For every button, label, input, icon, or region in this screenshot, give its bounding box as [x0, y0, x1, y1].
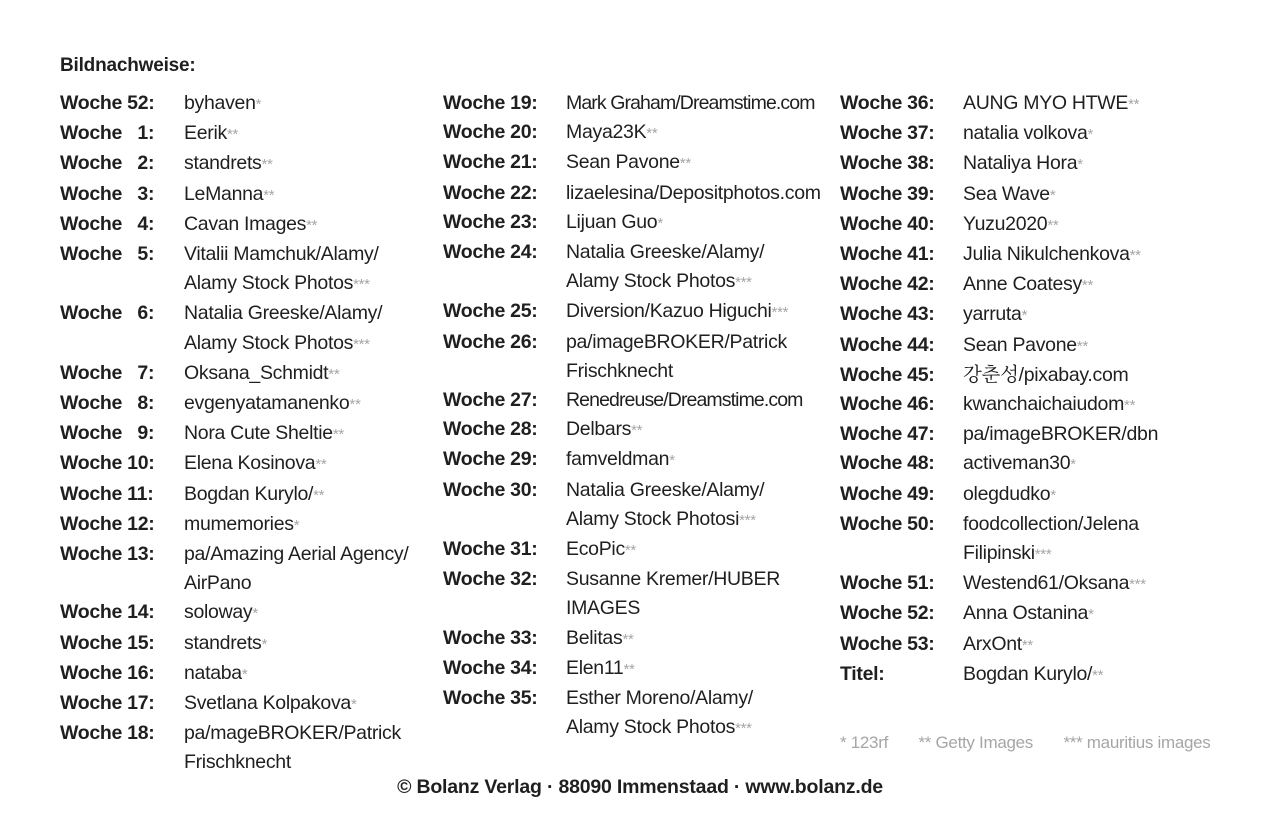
credit-entry	[840, 390, 1158, 420]
credit-entry	[840, 630, 1158, 660]
photo-credit	[184, 210, 317, 240]
photo-credit	[566, 445, 675, 475]
credit-text: 강춘성/pixabay.com	[963, 363, 1129, 386]
agency-asterisk: **	[315, 456, 327, 474]
credit-entry	[840, 300, 1158, 330]
agency-asterisk: **	[1128, 96, 1140, 113]
credit-text: Elena Kosinova	[184, 452, 316, 475]
week-label: Woche 28:	[443, 418, 538, 441]
photo-credit	[184, 240, 379, 299]
week-label: Woche 17:	[60, 692, 155, 715]
week-label: Woche 20:	[443, 121, 538, 144]
credit-entry	[443, 118, 821, 148]
credit-text: soloway	[184, 601, 253, 624]
week-label: Woche 5:	[60, 243, 155, 266]
credit-text: Elen11	[566, 656, 624, 679]
credit-entry	[840, 480, 1158, 510]
credit-text: Esther Moreno/Alamy/ Alamy Stock Photos	[566, 687, 753, 739]
photo-credit	[963, 599, 1094, 629]
credit-text: Lijuan Guo	[566, 210, 658, 233]
credit-text: Yuzu2020	[963, 212, 1048, 235]
agency-asterisk: **	[306, 216, 318, 234]
agency-asterisk: **	[1021, 636, 1033, 654]
agency-asterisk: **	[263, 186, 275, 204]
credit-entry	[60, 598, 408, 628]
credit-entry	[60, 719, 408, 777]
credits-column-2	[443, 89, 821, 743]
week-label: Woche 6:	[60, 302, 155, 325]
credit-entry	[443, 179, 821, 208]
credit-text: standrets	[184, 631, 262, 654]
photo-credit	[566, 118, 657, 148]
agency-asterisk: **	[1076, 337, 1088, 355]
week-label: Woche 40:	[840, 212, 935, 235]
week-label: Woche 46:	[840, 393, 935, 416]
week-label: Woche 22:	[443, 181, 538, 204]
week-label: Woche 26:	[443, 330, 538, 353]
credit-entry	[60, 480, 408, 510]
agency-asterisk: **	[328, 365, 340, 383]
credit-text: Bogdan Kurylo/	[184, 482, 314, 505]
credit-text: standrets	[184, 152, 262, 175]
photo-credit	[566, 565, 780, 623]
agency-asterisk: ***	[771, 304, 789, 322]
credit-entry	[840, 270, 1158, 300]
agency-asterisk: *	[255, 96, 262, 113]
photo-credit	[566, 535, 636, 565]
agency-asterisk: ***	[1034, 546, 1052, 564]
photo-credit	[963, 510, 1139, 569]
credit-entry	[840, 449, 1158, 479]
week-label: Woche 23:	[443, 210, 538, 233]
credit-text: yarruta	[963, 303, 1022, 326]
credit-entry	[60, 659, 408, 689]
photo-credit	[566, 179, 821, 208]
agency-asterisk: **	[1124, 397, 1136, 415]
credit-entry	[840, 510, 1158, 569]
week-label: Woche 44:	[840, 333, 935, 356]
credit-text: pa/imageBROKER/dbn	[963, 423, 1159, 446]
photo-credit	[184, 89, 261, 119]
week-label: Woche 48:	[840, 452, 935, 475]
photo-credit	[566, 654, 635, 684]
week-label: Woche 9:	[60, 422, 155, 445]
credit-entry	[840, 361, 1158, 390]
agency-asterisk: ***	[353, 276, 370, 294]
photo-credit	[963, 119, 1093, 149]
week-label: Woche 50:	[840, 512, 935, 535]
credit-text: Natalia Greeske/Alamy/ Alamy Stock Photos	[184, 302, 383, 354]
credit-entry	[60, 689, 408, 719]
credit-entry	[443, 535, 821, 565]
week-label: Woche 41:	[840, 243, 935, 266]
credit-text: LeManna	[184, 182, 264, 205]
photo-credit	[184, 659, 247, 689]
week-label: Woche 37:	[840, 122, 935, 145]
credit-entry	[840, 119, 1158, 149]
week-label: Woche 39:	[840, 182, 935, 205]
agency-asterisk: ***	[739, 511, 756, 529]
credit-text: Susanne Kremer/HUBER IMAGES	[566, 568, 781, 620]
credit-entry	[840, 599, 1158, 629]
photo-credit	[963, 149, 1083, 179]
week-label: Woche 24:	[443, 241, 538, 264]
credit-entry	[840, 660, 1158, 690]
agency-asterisk: **	[623, 660, 635, 678]
credit-text: Anne Coatesy	[963, 273, 1082, 296]
photo-credit	[184, 510, 299, 540]
credit-text: AUNG MYO HTWE	[963, 92, 1129, 114]
credit-entry	[840, 89, 1158, 119]
credit-text: Belitas	[566, 626, 623, 649]
agency-asterisk: **	[1081, 277, 1093, 295]
legend-123rf: * 123rf	[840, 733, 888, 752]
credit-text: pa/imageBROKER/Patrick Frischknecht	[566, 330, 787, 382]
week-label: Woche 52:	[840, 602, 935, 625]
agency-asterisk: **	[313, 486, 325, 504]
photo-credit	[184, 180, 274, 210]
agency-asterisk: *	[1049, 186, 1056, 204]
agency-asterisk: **	[622, 630, 634, 648]
credits-column-1	[60, 89, 408, 778]
agency-asterisk: **	[624, 542, 636, 560]
credit-entry	[443, 476, 821, 535]
credit-text: pa/Amazing Aerial Agency/ AirPano	[184, 543, 409, 595]
photo-credit	[963, 420, 1158, 449]
photo-credit	[963, 480, 1056, 510]
week-label: Woche 42:	[840, 273, 935, 296]
credit-entry	[60, 359, 408, 389]
photo-credit	[184, 419, 344, 449]
credit-entry	[60, 119, 408, 149]
week-label: Titel:	[840, 662, 885, 685]
credit-entry	[840, 210, 1158, 240]
credit-text: Delbars	[566, 418, 632, 441]
photo-credit	[184, 299, 382, 358]
photo-credit	[963, 390, 1135, 420]
week-label: Woche 14:	[60, 601, 155, 624]
agency-asterisk: *	[1087, 126, 1094, 144]
week-label: Woche 32:	[443, 568, 538, 591]
credit-text: Sean Pavone	[963, 333, 1077, 356]
credit-text: Eerik	[184, 122, 227, 145]
agency-asterisk: ***	[353, 335, 370, 353]
photo-credit	[184, 449, 326, 479]
credit-text: pa/mageBROKER/Patrick Frischknecht	[184, 722, 401, 774]
credit-entry	[443, 684, 821, 743]
credit-entry	[60, 240, 408, 299]
credit-text: evgenyatamanenko	[184, 392, 350, 415]
week-label: Woche 38:	[840, 152, 935, 175]
credit-entry	[60, 89, 408, 119]
week-label: Woche 10:	[60, 452, 155, 475]
agency-legend	[840, 733, 1211, 753]
photo-credit	[184, 598, 258, 628]
agency-asterisk: **	[261, 156, 273, 174]
photo-credit	[566, 386, 803, 415]
photo-credit	[184, 389, 360, 419]
week-label: Woche 15:	[60, 631, 155, 654]
week-label: Woche 1:	[60, 122, 155, 145]
credit-entry	[443, 624, 821, 654]
photo-credit	[963, 449, 1076, 479]
photo-credit	[184, 149, 273, 179]
agency-asterisk: **	[1047, 216, 1059, 234]
credit-text: activeman30	[963, 452, 1071, 475]
week-label: Woche 30:	[443, 478, 538, 501]
agency-asterisk: **	[1092, 666, 1104, 684]
week-label: Woche 12:	[60, 512, 155, 535]
photo-credit	[566, 624, 634, 654]
agency-asterisk: *	[1021, 307, 1028, 325]
legend-mauritius-images: *** mauritius images	[1063, 733, 1211, 752]
agency-asterisk: ***	[735, 274, 752, 292]
credit-text: Diversion/Kazuo Higuchi	[566, 300, 772, 323]
agency-asterisk: *	[1070, 456, 1076, 474]
week-label: Woche 4:	[60, 212, 155, 235]
agency-asterisk: *	[657, 214, 663, 232]
agency-asterisk: *	[669, 452, 675, 470]
week-label: Woche 8:	[60, 392, 155, 415]
week-label: Woche 47:	[840, 423, 935, 446]
credit-text: foodcollection/Jelena Filipinski	[963, 512, 1139, 565]
credit-text: ArxOnt	[963, 632, 1022, 655]
credit-entry	[443, 238, 821, 297]
credit-text: lizaelesina/Depositphotos.com	[566, 181, 821, 204]
week-label: Woche 2:	[60, 152, 155, 175]
photo-credit	[963, 270, 1093, 300]
week-label: Woche 35:	[443, 687, 538, 710]
credit-text: Nataliya Hora	[963, 152, 1078, 175]
week-label: Woche 52:	[60, 92, 155, 114]
credit-entry	[840, 240, 1158, 270]
credits-column-3	[840, 89, 1158, 690]
credit-text: byhaven	[184, 92, 256, 114]
credit-entry	[443, 208, 821, 238]
photo-credit	[566, 297, 788, 327]
credit-text: nataba	[184, 661, 242, 684]
photo-credit	[184, 119, 238, 149]
photo-credit	[566, 476, 764, 535]
credit-entry	[840, 149, 1158, 179]
photo-credit	[184, 719, 401, 777]
credit-entry	[840, 180, 1158, 210]
photo-credit	[566, 148, 691, 178]
photo-credit	[963, 660, 1103, 690]
photo-credit	[566, 208, 663, 238]
photo-credit	[184, 540, 408, 598]
agency-asterisk: **	[646, 125, 658, 143]
credit-text: Cavan Images	[184, 212, 307, 235]
week-label: Woche 36:	[840, 92, 935, 114]
credit-entry	[60, 540, 408, 598]
photo-credit	[184, 629, 267, 659]
photo-credit	[963, 210, 1058, 240]
credit-entry	[60, 629, 408, 659]
credit-entry	[443, 654, 821, 684]
credit-entry	[60, 149, 408, 179]
credit-text: Maya23K	[566, 121, 647, 144]
credit-text: EcoPic	[566, 538, 625, 561]
credit-text: Natalia Greeske/Alamy/ Alamy Stock Photosi	[566, 478, 765, 530]
photo-credit	[184, 689, 357, 719]
agency-asterisk: *	[350, 696, 357, 714]
credit-entry	[443, 445, 821, 475]
credit-text: Renedreuse/Dreamstime.com	[566, 389, 803, 412]
agency-asterisk: *	[261, 635, 268, 653]
credit-entry	[443, 328, 821, 386]
photo-credit	[963, 89, 1139, 119]
photo-credit	[566, 328, 787, 386]
week-label: Woche 31:	[443, 538, 538, 561]
agency-asterisk: *	[241, 665, 248, 683]
credit-entry	[443, 565, 821, 623]
credit-entry	[60, 419, 408, 449]
week-label: Woche 25:	[443, 300, 538, 323]
photo-credit	[963, 180, 1055, 210]
agency-asterisk: ***	[735, 720, 752, 738]
credit-entry	[60, 510, 408, 540]
credit-entry	[443, 386, 821, 415]
week-label: Woche 27:	[443, 389, 538, 412]
agency-asterisk: **	[1129, 247, 1141, 265]
week-label: Woche 21:	[443, 151, 538, 174]
agency-asterisk: **	[631, 422, 643, 440]
week-label: Woche 18:	[60, 722, 155, 745]
credit-entry	[60, 210, 408, 240]
credit-text: Sea Wave	[963, 182, 1050, 205]
credit-text: olegdudko	[963, 482, 1051, 505]
credit-entry	[840, 569, 1158, 599]
agency-asterisk: *	[1077, 156, 1083, 174]
photo-credit	[566, 89, 815, 118]
week-label: Woche 29:	[443, 448, 538, 471]
credit-entry	[840, 331, 1158, 361]
credit-text: kwanchaichaiudom	[963, 393, 1125, 416]
agency-asterisk: *	[293, 516, 300, 534]
credit-entry	[840, 420, 1158, 449]
week-label: Woche 11:	[60, 482, 154, 505]
agency-asterisk: **	[332, 426, 344, 444]
week-label: Woche 53:	[840, 632, 935, 655]
photo-credit	[566, 415, 642, 445]
credit-text: Svetlana Kolpakova	[184, 692, 351, 715]
photo-credit	[963, 240, 1141, 270]
photo-credit	[184, 480, 324, 510]
week-label: Woche 51:	[840, 572, 935, 595]
credit-text: Sean Pavone	[566, 151, 680, 174]
week-label: Woche 45:	[840, 363, 935, 386]
photo-credit	[963, 630, 1033, 660]
credit-entry	[443, 297, 821, 327]
week-label: Woche 13:	[60, 543, 155, 566]
credit-text: Mark Graham/Dreamstime.com	[566, 92, 815, 114]
week-label: Woche 43:	[840, 303, 935, 326]
credit-text: Anna Ostanina	[963, 602, 1089, 625]
week-label: Woche 3:	[60, 182, 155, 205]
week-label: Woche 16:	[60, 661, 155, 684]
photo-credit	[184, 359, 339, 389]
agency-asterisk: *	[1088, 606, 1094, 624]
photo-credit	[963, 569, 1146, 599]
agency-asterisk: ***	[1129, 576, 1146, 594]
credit-entry	[60, 449, 408, 479]
agency-asterisk: **	[226, 126, 239, 144]
publisher-footer: © Bolanz Verlag · 88090 Immenstaad · www.bolanz.de	[397, 776, 883, 798]
credit-entry	[443, 89, 821, 118]
agency-asterisk: **	[349, 396, 361, 414]
week-label: Woche 7:	[60, 361, 155, 384]
credit-text: Vitalii Mamchuk/Alamy/ Alamy Stock Photos	[184, 243, 379, 295]
credit-entry	[60, 389, 408, 419]
credit-text: natalia volkova	[963, 122, 1088, 145]
credit-entry	[443, 148, 821, 178]
credit-text: Westend61/Oksana	[963, 572, 1130, 595]
week-label: Woche 34:	[443, 656, 538, 679]
credit-text: Natalia Greeske/Alamy/ Alamy Stock Photos	[566, 241, 765, 293]
credit-text: Bogdan Kurylo/	[963, 662, 1093, 685]
agency-asterisk: *	[252, 605, 258, 623]
week-label: Woche 19:	[443, 92, 538, 114]
agency-asterisk: **	[679, 155, 691, 173]
photo-credit	[566, 684, 753, 743]
photo-credit	[566, 238, 764, 297]
credit-entry	[60, 299, 408, 358]
photo-credit	[963, 300, 1027, 330]
credits-heading: Bildnachweise:	[60, 55, 196, 76]
credit-entry	[443, 415, 821, 445]
photo-credit	[963, 331, 1088, 361]
credit-text: famveldman	[566, 448, 670, 471]
week-label: Woche 49:	[840, 482, 935, 505]
legend-getty-images: ** Getty Images	[918, 733, 1033, 752]
credit-text: Nora Cute Sheltie	[184, 422, 333, 445]
credit-text: Oksana_Schmidt	[184, 361, 329, 384]
photo-credit	[963, 361, 1128, 390]
week-label: Woche 33:	[443, 626, 538, 649]
credit-text: Julia Nikulchenkova	[963, 243, 1130, 266]
credit-text: mumemories	[184, 512, 294, 535]
agency-asterisk: *	[1050, 486, 1056, 504]
credit-entry	[60, 180, 408, 210]
